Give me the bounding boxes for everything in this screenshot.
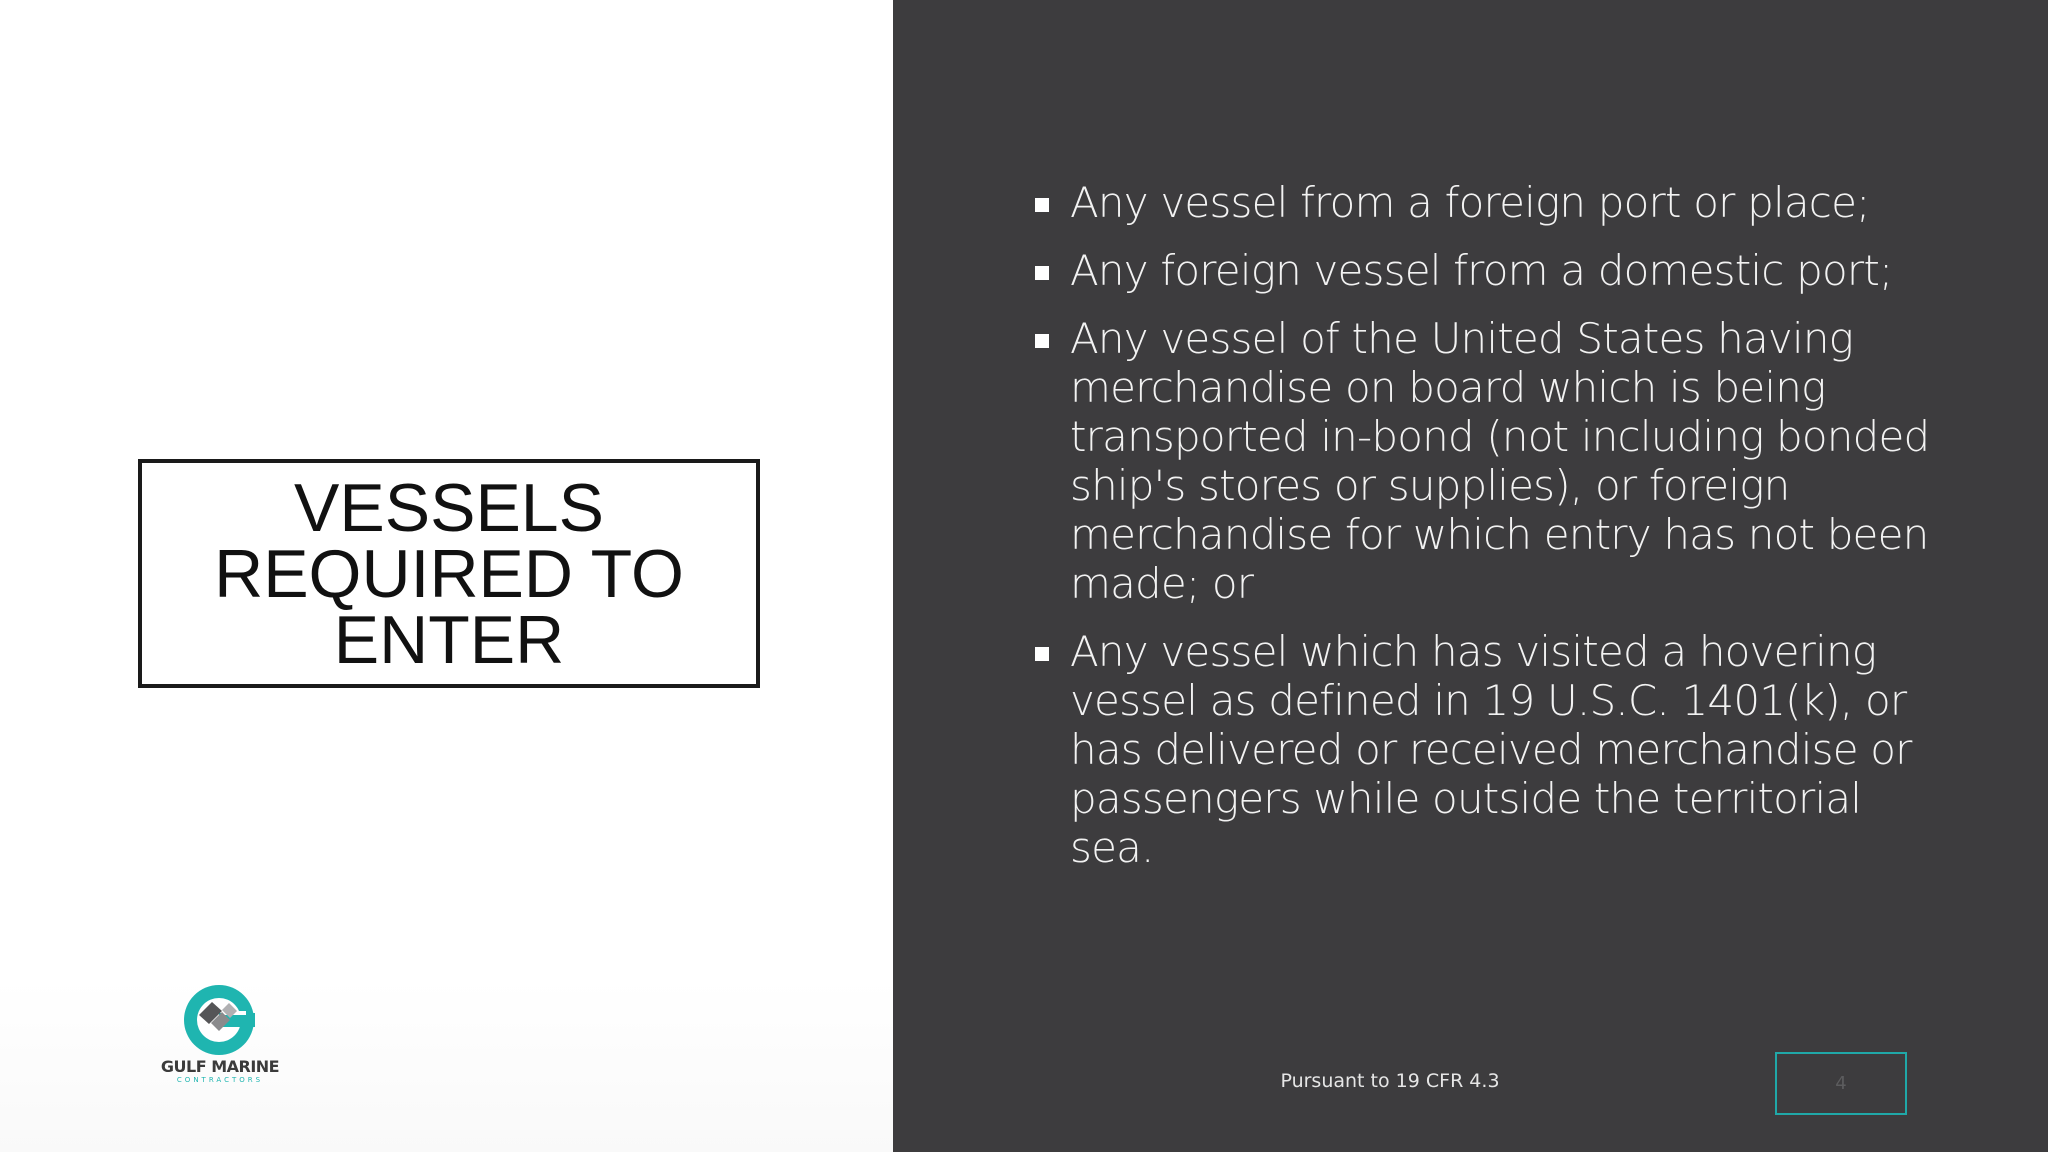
slide-title: VESSELS REQUIRED TO ENTER [214, 469, 684, 678]
left-panel [0, 0, 893, 1152]
page-number: 4 [1835, 1073, 1847, 1094]
bullet-text: Any vessel from a foreign port or place; [1070, 178, 1870, 227]
title-box [138, 459, 760, 688]
bullet-item [1035, 246, 1945, 295]
bullet-text: Any vessel which has visited a hovering vessel as defined in 19 U.S.C. 1401(k), or has delivered or received merchandise or passengers while outside the territorial sea. [1070, 627, 1912, 872]
bullet-item [1035, 314, 1945, 608]
square-bullet-icon [1035, 266, 1049, 280]
square-bullet-icon [1035, 647, 1049, 661]
square-bullet-icon [1035, 198, 1049, 212]
logo-subtitle: CONTRACTORS [176, 1076, 264, 1084]
bullet-item [1035, 178, 1945, 227]
slide-footer: Pursuant to 19 CFR 4.3 [1280, 1070, 1500, 1092]
page-number-box [1775, 1052, 1907, 1115]
bullet-text: Any vessel of the United States having merchandise on board which is being transported in-bond (not including bonded ship's stores or supplies), or foreign merchandise for which entry has not been made; or [1070, 314, 1930, 608]
logo-name: GULF MARINE [160, 1057, 280, 1076]
company-logo [156, 983, 284, 1085]
square-bullet-icon [1035, 334, 1049, 348]
bullet-text: Any foreign vessel from a domestic port; [1070, 246, 1893, 295]
bullet-item [1035, 627, 1945, 872]
bullet-list [1035, 178, 1945, 891]
gulf-marine-logo-icon [182, 983, 256, 1057]
